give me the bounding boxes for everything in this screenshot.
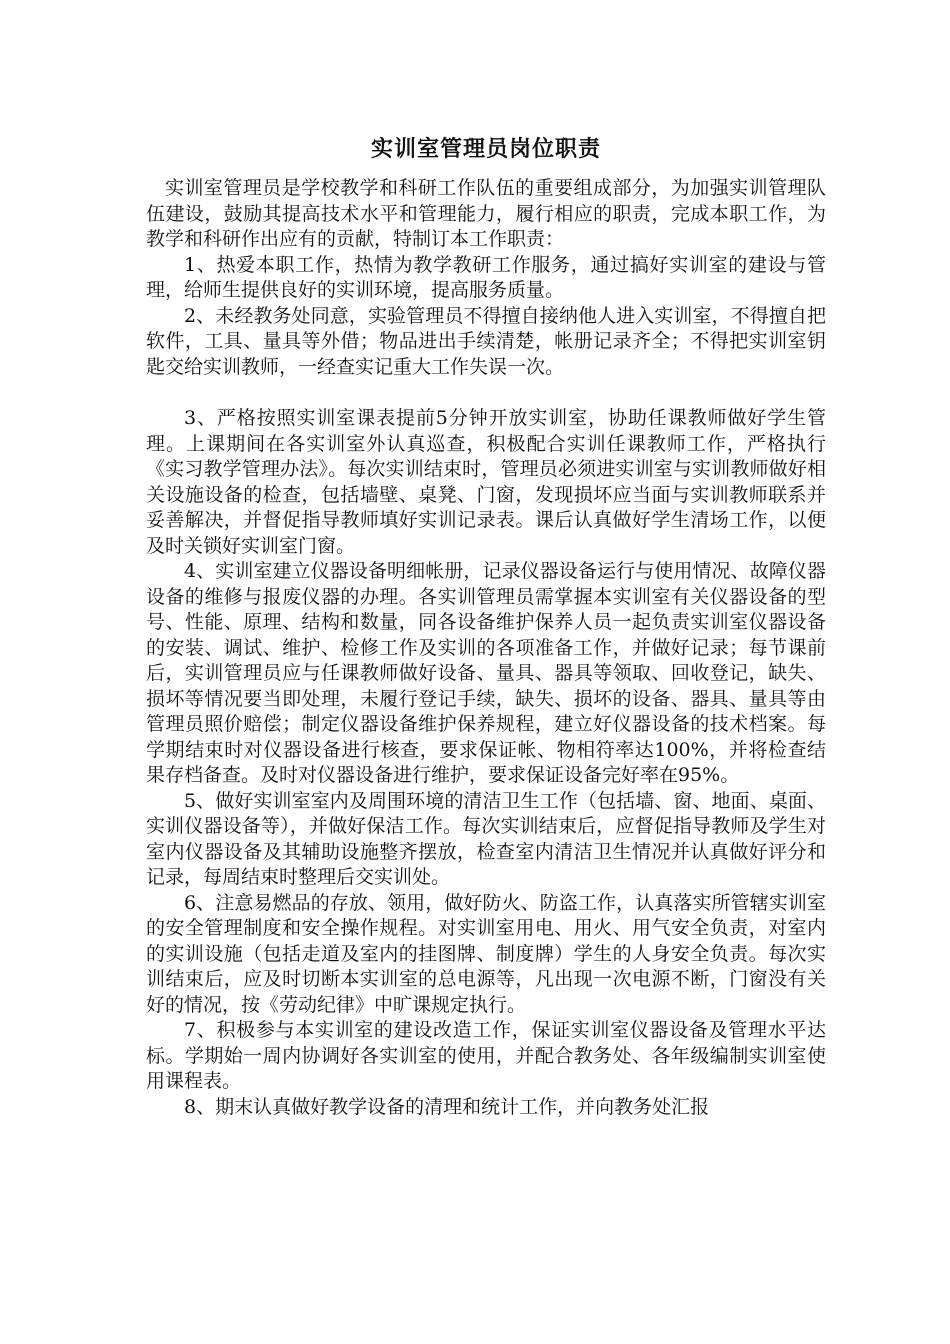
duty-item-4: 4、实训室建立仪器设备明细帐册，记录仪器设备运行与使用情况、故障仪器设备的维修与报废仪器的办理。各实训管理员需掌握本实训室有关仪器设备的型号、性能、原理、结构和数量，同各设备维护保养人员一起负责实训室仪器设备的安装、调试、维护、检修工作及实训的各项准备工作，并做好记录；每节课前后，实训管理员应与任课教师做好设备、量具、器具等领取、回收登记，缺失、损坏等情况要当即处理，未履行登记手续，缺失、损坏的设备、器具、量具等由管理员照价赔偿；制定仪器设备维护保养规程，建立好仪器设备的技术档案。每学期结束时对仪器设备进行核查，要求保证帐、物相符率达100%，并将检查结果存档备查。及时对仪器设备进行维护，要求保证设备完好率在95%。 (146, 560, 826, 786)
duty-item-7: 7、积极参与本实训室的建设改造工作，保证实训室仪器设备及管理水平达标。学期始一周内协调好各实训室的使用，并配合教务处、各年级编制实训室使用课程表。 (146, 1019, 826, 1092)
duty-item-2: 2、未经教务处同意，实验管理员不得擅自接纳他人进入实训室，不得擅自把软件，工具、量具等外借；物品进出手续清楚，帐册记录齐全；不得把实训室钥匙交给实训教师，一经查实记重大工作失误一次。 (146, 304, 826, 378)
duty-item-5: 5、做好实训室室内及周围环境的清洁卫生工作（包括墙、窗、地面、桌面、实训仪器设备等），并做好保洁工作。每次实训结束后，应督促指导教师及学生对室内仪器设备及其辅助设施整齐摆放，检查室内清洁卫生情况并认真做好评分和记录，每周结束时整理后交实训处。 (146, 789, 826, 888)
duty-item-1: 1、热爱本职工作，热情为教学教研工作服务，通过搞好实训室的建设与管理，给师生提供良好的实训环境，提高服务质量。 (146, 253, 826, 301)
intro-paragraph: 实训室管理员是学校教学和科研工作队伍的重要组成部分，为加强实训管理队伍建设，鼓励其提高技术水平和管理能力，履行相应的职责，完成本职工作，为教学和科研作出应有的贡献，特制订本工作职责： (146, 177, 826, 250)
document-title: 实训室管理员岗位职责 (370, 136, 601, 162)
duty-item-3: 3、严格按照实训室课表提前5分钟开放实训室，协助任课教师做好学生管理。上课期间在各实训室外认真巡查，积极配合实训任课教师工作，严格执行《实习教学管理办法》。每次实训结束时，管理员必须进实训室与实训教师做好相关设施设备的检查，包括墙壁、桌凳、门窗，发现损坏应当面与实训教师联系并妥善解决，并督促指导教师填好实训记录表。课后认真做好学生清场工作，以便及时关锁好实训室门窗。 (146, 407, 826, 557)
document-page (146, 128, 826, 1120)
blank-line (146, 380, 826, 406)
duty-item-8: 8、期末认真做好教学设备的清理和统计工作，并向教务处汇报 (184, 1095, 710, 1118)
duty-item-6: 6、注意易燃品的存放、领用，做好防火、防盗工作，认真落实所管辖实训室的安全管理制度和安全操作规程。对实训室用电、用火、用气安全负责，对室内的实训设施（包括走道及室内的挂图牌、制度牌）学生的人身安全负责。每次实训结束后，应及时切断本实训室的总电源等，凡出现一次电源不断，门窗没有关好的情况，按《劳动纪律》中旷课规定执行。 (146, 891, 826, 1016)
